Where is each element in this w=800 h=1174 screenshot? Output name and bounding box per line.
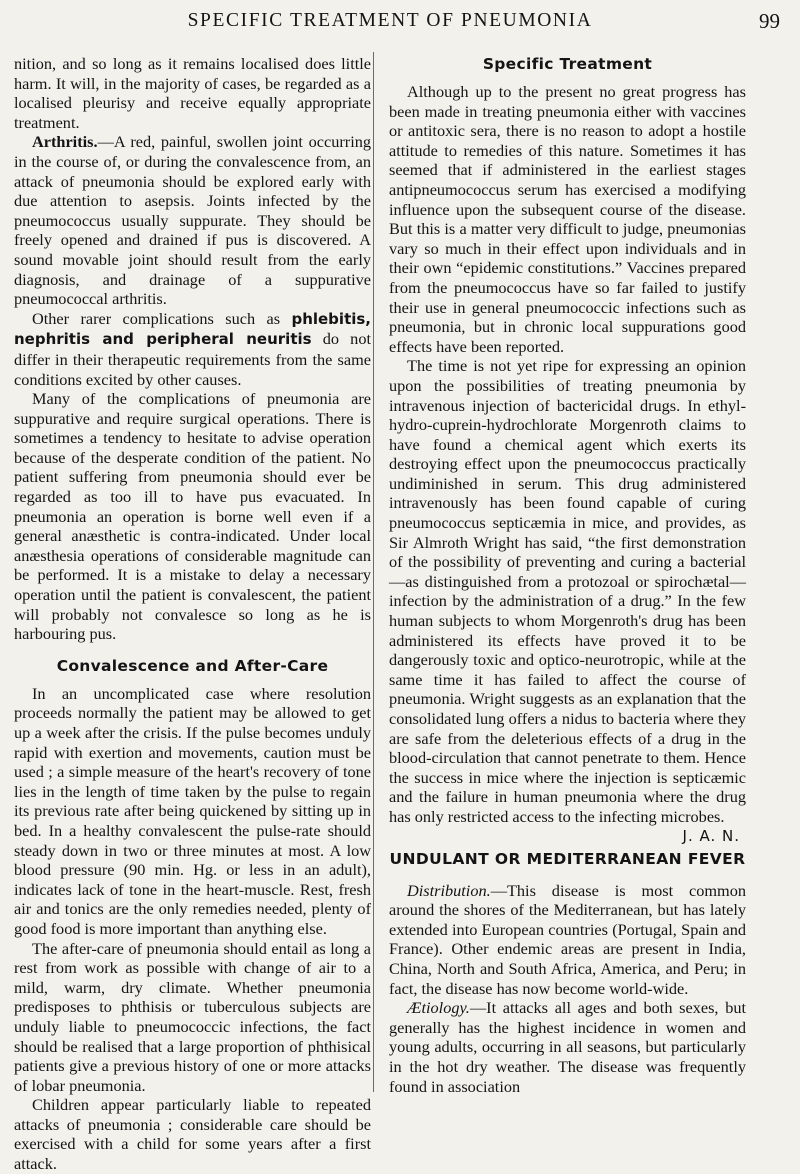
- undulant-fever-title: UNDULANT OR MEDITERRANEAN FEVER: [389, 849, 746, 868]
- left-column: [14, 54, 371, 1174]
- rarer-complications-text: do not differ in their therapeutic requirements from the same conditions excited by other causes.: [14, 329, 371, 389]
- rarer-complications-names: phlebitis, nephritis and peripheral neuritis: [14, 309, 372, 349]
- arthritis-paragraph: [14, 132, 371, 308]
- convalescence-paragraph: In an uncomplicated case where resolution proceeds normally the patient may be allowed to get up a week after the crisis. If the pulse becomes unduly rapid with exertion and movements, caution must be used ; a simple measure of the heart's recovery of tone lies in the length of time taken by the pulse to regain its previous rate after being quickened by sitting up in bed. In a healthy convalescent the pulse-rate should steady down in two or three minutes at most. A low blood pressure (90 min. Hg. or less in an adult), indicates lack of tone in the heart-muscle. Rest, fresh air and tonics are the only remedies needed, plenty of good food is more important than anything else.: [14, 683, 371, 938]
- distribution-text: —This disease is most common around the shores of the Mediterranean, but has lately extended into European countries (Portugal, Spain and France). Other endemic areas are present in India, China, North and South Africa, America, and Peru; in fact, the disease has now become world-wide.: [389, 880, 746, 998]
- specific-treatment-subheading: Specific Treatment: [482, 55, 653, 73]
- convalescence-subheading: Convalescence and After-Care: [56, 656, 329, 675]
- right-column: [389, 54, 746, 1096]
- left-paragraph-1: nition, and so long as it remains localised does little harm. It will, in the majority of cases, be regarded as a localised pleurisy and receive equally appropriate treatment.: [14, 54, 371, 132]
- intravenous-text: The time is not yet ripe for expressing an opinion upon the possibilities of treating pneumonia by intravenous injection of bactericidal drugs. In ethyl-hydro-cuprein-hydrochlorate Morgenroth claims to have found a chemical agent which exerts its destroying effect upon the pneumococcus practically undiminished in serum. This drug administered intravenously has been found capable of curing pneumococcus septicæmia in mice, and provides, as Sir Almroth Wright has said, “the first demonstration of the possibility of preventing and curing a bacterial—as distinguished from a protozoal or spirochætal—infection by the administration of a drug.” In the few human subjects to whom Morgenroth's drug has been administered its effects have proved it to be dangerously toxic and optico-neurotropic, while at the same time it has failed to affect the course of pneumonia. Wright suggests as an explanation that the consolidated lung offers a nidus to bacteria where they are safe from the deleterious effects of a drug in the blood-circulation that cannot penetrate to them. Hence the success in mice where the injection is septicæmic and the failure in human pneumonia where the drug has only restricted access to the infecting microbes.: [389, 356, 746, 826]
- intravenous-paragraph: [389, 356, 746, 845]
- vaccines-paragraph: Although up to the present no great progress has been made in treating pneumonia either with vaccines or antitoxic sera, there is no reason to adopt a hostile attitude to remedies of this nature. Sometimes it has seemed that if administered in the earliest stages antipneumococcus serum has exercised a modifying influence upon the subsequent course of the disease. But this is a matter very difficult to judge, pneumonias vary so much in their effect upon individuals and in their own “epidemic constitutions.” Vaccines prepared from the pneumococcus have so far failed to justify their use in general pneumococcic infections such as pneumonia, but in chronic local suppurations good effects have been reported.: [389, 82, 746, 356]
- author-signature: J. A. N.: [682, 826, 740, 845]
- running-head: SPECIFIC TREATMENT OF PNEUMONIA: [187, 10, 593, 31]
- children-paragraph: Children appear particularly liable to repeated attacks of pneumonia ; considerable care should be exercised with a child for some years after a first attack.: [14, 1095, 371, 1174]
- arthritis-label: Arthritis.: [32, 132, 98, 152]
- suppurative-complications-paragraph: Many of the complications of pneumonia are suppurative and require surgical operations. There is sometimes a tendency to hesitate to advise operation because of the desperate condition of the patient. No patient suffering from pneumonia should ever be regarded as too ill to have pus evacuated. In pneumonia an operation is borne well even if a general anæsthetic is contra-indicated. Under local anæsthesia operations of considerable magnitude can be performed. It is a mistake to delay a necessary operation until the patient is convalescent, the patient will probably not convalesce so long as he is harbouring pus.: [14, 389, 371, 644]
- distribution-label: Distribution.: [407, 880, 491, 900]
- rarer-complications-paragraph: [14, 309, 371, 389]
- page-number: 99: [759, 9, 780, 33]
- distribution-paragraph: [389, 881, 746, 999]
- arthritis-text: —A red, painful, swollen joint occurring in the course of, or during the convalescence from, an attack of pneumonia should be explored early with due attention to asepsis. Joints infected by the pneumococcus usually suppurate. They should be freely opened and drained if pus is discovered. A sound movable joint should result from the early diagnosis, and drainage of a suppurative pneumococcal arthritis.: [14, 132, 371, 309]
- page-header: [0, 6, 800, 40]
- rarer-complications-intro: Other rarer complications such as: [32, 308, 281, 328]
- aetiology-label: Ætiology.: [407, 998, 470, 1018]
- column-divider: [373, 52, 374, 1092]
- aetiology-text: —It attacks all ages and both sexes, but generally has the highest incidence in women and young adults, occurring in all seasons, but particularly in the hot dry weather. The disease was frequently found in association: [389, 998, 746, 1096]
- aetiology-paragraph: [389, 998, 746, 1096]
- after-care-paragraph: The after-care of pneumonia should entail as long a rest from work as possible with change of air to a mild, warm, dry climate. Whether pneumonia predisposes to phthisis or tuberculous subjects are unduly liable to pneumococcic infections, the fact should be realised that a large proportion of phthisical patients give a previous history of one or more attacks of lobar pneumonia.: [14, 938, 371, 1095]
